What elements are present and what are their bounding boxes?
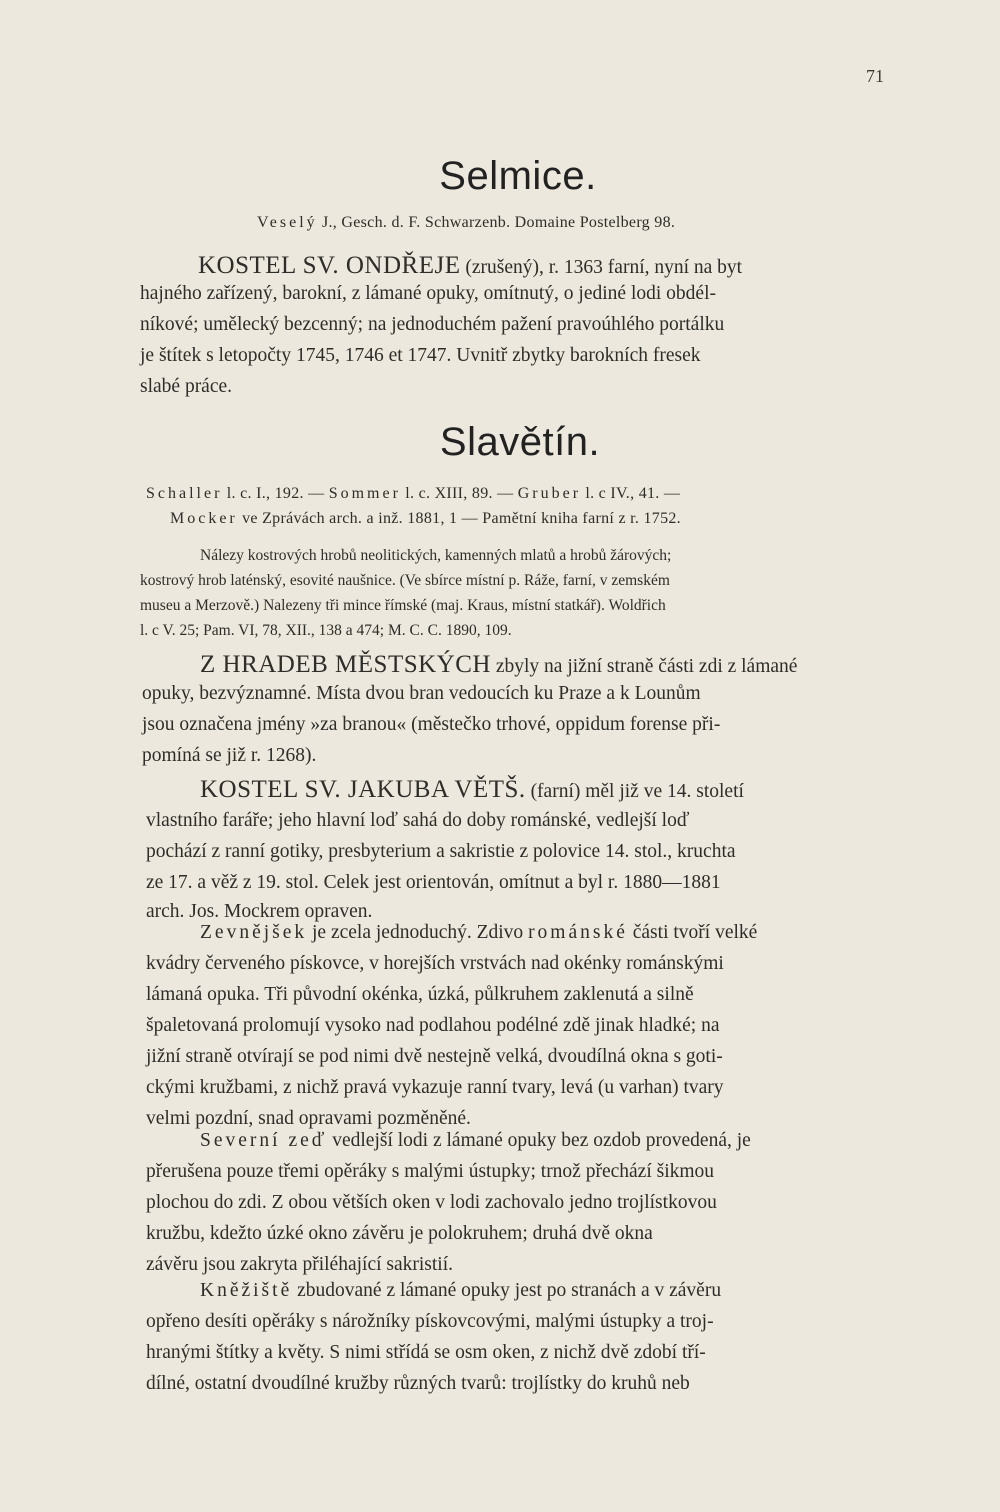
paragraph-line: opuky, bezvýznamné. Místa dvou bran vedoucích ku Praze a k Lounům	[142, 683, 701, 704]
paragraph-line: závěru jsou zakryta přiléhající sakristií.	[146, 1254, 454, 1275]
paragraph-severni-line-1	[200, 1130, 751, 1152]
paragraph-line: velmi pozdní, snad opravami pozměněné.	[146, 1108, 471, 1129]
hradby-heading: Z HRADEB MĚSTSKÝCH	[200, 651, 491, 678]
paragraph-line: kvádry červeného pískovce, v horejších vrstvách nad okénky románskými	[146, 953, 724, 974]
paragraph-text: zbyly na jižní straně části zdi z lámané	[490, 656, 798, 677]
paragraph-line: arch. Jos. Mockrem opraven.	[146, 901, 373, 922]
paragraph-jakub-line-1	[200, 776, 744, 804]
paragraph-line: dílné, ostatní dvoudílné kružby různých tvarů: trojlístky do kruhů neb	[146, 1373, 690, 1394]
paragraph-line: kružbu, kdežto úzké okno závěru je polokruhem; druhá dvě okna	[146, 1223, 653, 1244]
ref-text: l. c IV., 41. —	[581, 485, 681, 502]
paragraph-line: špaletovaná prolomují vysoko nad podlahou podélné zdě jinak hladké; na	[146, 1015, 720, 1036]
paragraph-line: vlastního faráře; jeho hlavní loď sahá do doby románské, vedlejší loď	[146, 810, 690, 831]
paragraph-hradby-line-1	[200, 651, 797, 679]
paragraph-line: pomíná se již r. 1268).	[142, 745, 317, 766]
paragraph-line: přerušena pouze třemi opěráky s malými ústupky; trnož přechází šikmou	[146, 1161, 715, 1182]
section-title-selmice: Selmice.	[439, 154, 597, 198]
paragraph-line: lámaná opuka. Tři původní okénka, úzká, půlkruhem zaklenutá a silně	[146, 984, 694, 1005]
paragraph-line: hranými štítky a květy. S nimi střídá se osm oken, z nichž dvě zdobí tří-	[146, 1342, 706, 1363]
ref-author: Schaller	[146, 485, 223, 502]
paragraph-knezste-line-1	[200, 1280, 721, 1302]
zevnejsek-word: Zevnějšek	[200, 922, 308, 943]
ref-author: Mocker	[170, 510, 238, 527]
section-title-slavetin: Slavětín.	[439, 420, 601, 464]
source-author: Veselý	[257, 214, 318, 231]
ref-text: l. c. XIII, 89. —	[400, 485, 518, 502]
paragraph-text: je zcela jednoduchý. Zdivo	[307, 922, 529, 943]
paragraph-line: níkové; umělecký bezcenný; na jednoduchém pažení pravoúhlého portálku	[140, 314, 725, 335]
paragraph-line: ckými kružbami, z nichž pravá vykazuje ranní tvary, levá (u varhan) tvary	[146, 1077, 724, 1098]
finds-line: museu a Merzově.) Nalezeny tři mince římské (maj. Kraus, místní statkář). Woldřich	[140, 597, 666, 614]
ref-author: Sommer	[328, 485, 401, 502]
paragraph-line: plochou do zdi. Z obou větších oken v lodi zachovalo jedno trojlístkovou	[146, 1192, 717, 1213]
paragraph-zevnejsek-line-1	[200, 922, 757, 944]
paragraph-text: části tvoří velké	[627, 922, 758, 943]
severni-zed-word: Severní zeď	[200, 1130, 328, 1151]
knezste-word: Kněžiště	[200, 1280, 293, 1301]
finds-line: Nálezy kostrových hrobů neolitických, kamenných mlatů a hrobů žárových;	[200, 547, 672, 564]
romanske-word: románské	[528, 922, 628, 943]
ref-text: l. c. I., 192. —	[222, 485, 329, 502]
ref-author: Gruber	[517, 485, 582, 502]
source-reference	[257, 214, 675, 232]
page-number: 71	[866, 66, 884, 86]
references-line-2	[170, 510, 681, 528]
paragraph-text: zbudované z lámané opuky jest po stranách a v závěru	[292, 1280, 722, 1301]
paragraph-line: pochází z ranní gotiky, presbyterium a sakristie z polovice 14. stol., kruchta	[146, 841, 736, 862]
paragraph-line: jižní straně otvírají se pod nimi dvě nestejně velká, dvoudílná okna s goti-	[146, 1046, 723, 1067]
kostel-ondreje-heading: KOSTEL SV. ONDŘEJE	[198, 252, 461, 279]
paragraph-line: opřeno desíti opěráky s nárožníky pískovcovými, malými ústupky a troj-	[146, 1311, 714, 1332]
finds-line: l. c V. 25; Pam. VI, 78, XII., 138 a 474; M. C. C. 1890, 109.	[140, 622, 512, 639]
source-rest: J., Gesch. d. F. Schwarzenb. Domaine Postelberg 98.	[317, 214, 676, 231]
ref-text: ve Zprávách arch. a inž. 1881, 1 — Pamětní kniha farní z r. 1752.	[237, 510, 681, 527]
paragraph-text: (zrušený), r. 1363 farní, nyní na byt	[460, 257, 743, 278]
finds-line: kostrový hrob laténský, esovité naušnice. (Ve sbírce místní p. Ráže, farní, v zemském	[140, 572, 670, 589]
paragraph-line: hajného zařízený, barokní, z lámané opuky, omítnutý, o jediné lodi obdél-	[140, 283, 716, 304]
references-line-1	[146, 485, 680, 503]
paragraph-text: vedlejší lodi z lámané opuky bez ozdob provedená, je	[327, 1130, 751, 1151]
paragraph-line: je štítek s letopočty 1745, 1746 et 1747. Uvnitř zbytky barokních fresek	[140, 345, 701, 366]
paragraph-kostel-ondreje-line-1	[198, 252, 742, 280]
paragraph-text: (farní) měl již ve 14. století	[525, 781, 744, 802]
paragraph-line: jsou označena jmény »za branou« (městečko trhové, oppidum forense při-	[142, 714, 721, 735]
jakub-heading: KOSTEL SV. JAKUBA VĚTŠ.	[200, 776, 526, 803]
paragraph-line: slabé práce.	[140, 376, 233, 397]
paragraph-line: ze 17. a věž z 19. stol. Celek jest orientován, omítnut a byl r. 1880—1881	[146, 872, 721, 893]
